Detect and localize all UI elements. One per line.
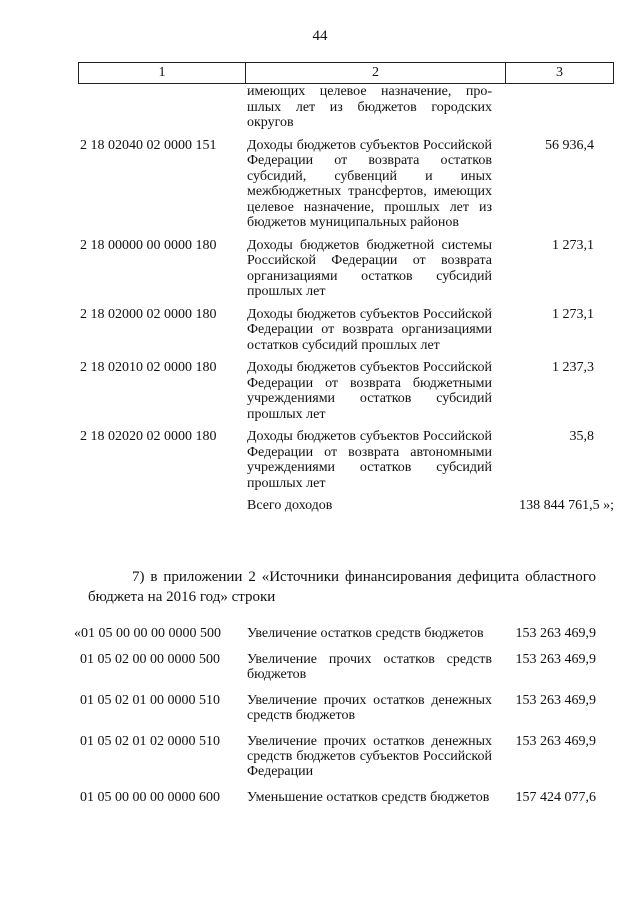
row-code	[80, 84, 244, 131]
row-amount: 1 273,1	[552, 306, 594, 322]
row-name: Доходы бюджетов субъектов Российской Федерации от возврата автономными учреждениями остатков субсидий прошлых лет	[247, 429, 492, 491]
amendment-paragraph: 7) в приложении 2 «Источники финансирования дефицита областного бюджета на 2016 год» строки	[88, 569, 596, 605]
table-row	[80, 652, 614, 682]
table-row	[74, 626, 614, 641]
row-name: Доходы бюджетов бюджетной системы Российской Федерации от возврата организациями остатков субсидий прошлых лет	[247, 237, 492, 299]
row-amount	[492, 84, 614, 131]
column-header-2: 2	[246, 63, 506, 83]
row-name: Увеличение прочих остатков денежных средств бюджетов	[247, 693, 492, 723]
row-name: Увеличение прочих остатков средств бюджетов	[247, 652, 492, 682]
row-amount: 153 263 469,9	[515, 693, 596, 708]
row-name: Доходы бюджетов субъектов Российской Федерации от возврата остатков субсидий, субвенций и иных межбюджетных трансфертов, имеющих целевое назначение, прошлых лет из бюджетов муниципальных районов	[247, 137, 492, 230]
row-name: Всего доходов	[247, 498, 333, 513]
row-code	[80, 498, 244, 514]
row-amount: 153 263 469,9	[515, 734, 596, 749]
row-code: 2 18 02020 02 0000 180	[80, 429, 217, 444]
table-header	[78, 62, 614, 84]
row-code: 2 18 02000 02 0000 180	[80, 306, 217, 322]
row-amount: 153 263 469,9	[515, 626, 596, 641]
table-row	[80, 307, 614, 354]
row-code: 01 05 02 01 00 0000 510	[80, 693, 220, 708]
column-header-1: 1	[79, 63, 246, 83]
table-row	[80, 429, 614, 491]
row-amount: 153 263 469,9	[515, 652, 596, 667]
row-name: Увеличение прочих остатков денежных средств бюджетов субъектов Российской Федерации	[247, 734, 492, 779]
revenue-table	[80, 84, 614, 521]
total-row	[80, 498, 614, 514]
row-code: «01 05 00 00 00 0000 500	[74, 626, 221, 641]
table-row	[80, 138, 614, 231]
row-code: 2 18 00000 00 0000 180	[80, 237, 217, 253]
row-name: имеющих целевое назначение, про-шлых лет из бюджетов городских округов	[247, 84, 492, 130]
row-name: Доходы бюджетов субъектов Российской Федерации от возврата бюджетными учреждениями остатков субсидий прошлых лет	[247, 360, 492, 422]
row-amount: 138 844 761,5 »;	[519, 498, 614, 513]
column-header-3: 3	[556, 65, 563, 80]
row-amount: 1 273,1	[552, 237, 594, 253]
table-row	[80, 734, 614, 779]
row-code: 01 05 02 01 02 0000 510	[80, 734, 220, 749]
row-name: Доходы бюджетов субъектов Российской Федерации от возврата организациями остатков субсидий прошлых лет	[247, 306, 492, 353]
table-row	[80, 238, 614, 300]
table-row	[80, 84, 614, 131]
row-amount: 1 237,3	[552, 360, 594, 375]
table-row	[80, 790, 614, 805]
table-row	[80, 693, 614, 723]
row-name: Уменьшение остатков средств бюджетов	[247, 790, 490, 805]
row-amount: 35,8	[569, 429, 594, 444]
row-name: Увеличение остатков средств бюджетов	[247, 626, 484, 641]
row-code: 2 18 02040 02 0000 151	[80, 137, 217, 153]
row-amount: 56 936,4	[545, 137, 594, 153]
row-code: 01 05 00 00 00 0000 600	[80, 790, 220, 805]
table-row	[80, 360, 614, 422]
financing-sources-table	[74, 626, 614, 816]
row-amount: 157 424 077,6	[515, 790, 596, 805]
row-code: 2 18 02010 02 0000 180	[80, 360, 217, 375]
row-code: 01 05 02 00 00 0000 500	[80, 652, 220, 667]
page-number: 44	[312, 28, 328, 44]
